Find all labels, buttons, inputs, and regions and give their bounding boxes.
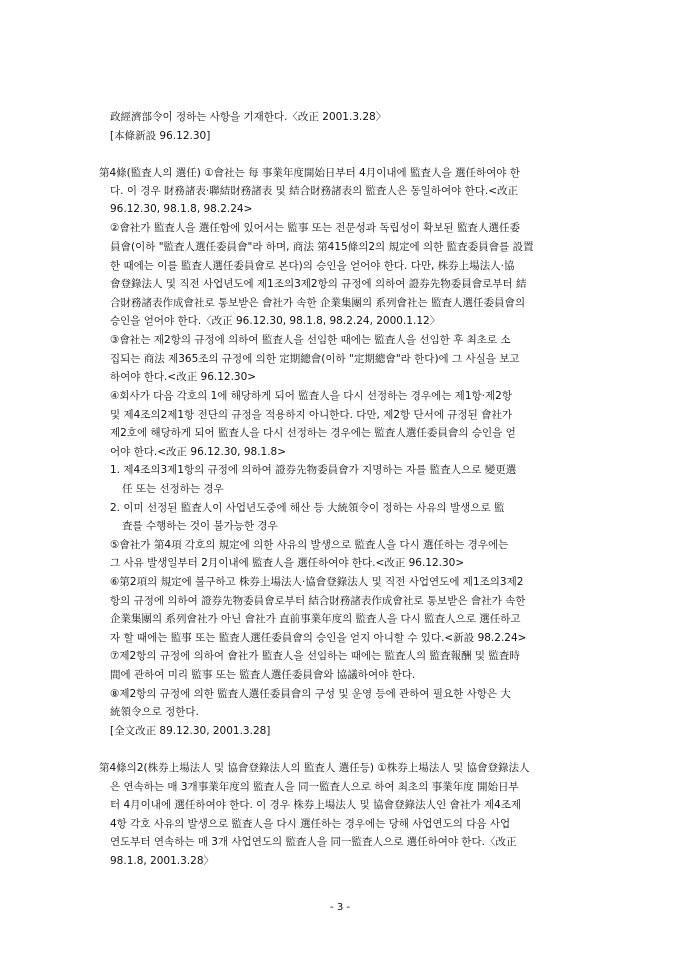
text-line: 하여야 한다.<改正 96.12.30>	[110, 371, 257, 383]
text-line: 터 4月이내에 選任하여야 한다. 이 경우 株券上場法人 및 協會登錄法人인 會社가 제4조제	[110, 799, 522, 811]
article-heading-line: 第4條의2(株券上場法人 및 協會登錄法人의 監査人 選任등) ①株券上場法人 및 協會登錄法人	[99, 762, 530, 774]
text-line: ⑧제2항의 규정에 의한 監査人選任委員會의 구성 및 운영 등에 관하여 필요한 사항은 大	[110, 688, 511, 700]
text-line: 어야 한다.<改正 96.12.30, 98.1.8>	[110, 446, 287, 458]
text-line: [全文改正 89.12.30, 2001.3.28]	[110, 725, 271, 737]
text-line: 및 제4조의2제1항 전단의 규정을 적용하지 아니한다. 다만, 제2항 단서에 규정된 會社가	[110, 409, 513, 421]
text-line: ③會社는 제2항의 규정에 의하여 監査人을 선임한 때에는 監査人을 선임한 후 최초로 소	[110, 334, 511, 346]
text-line: 은 연속하는 매 3개事業年度의 監査人을 同一監査人으로 하여 최초의 事業年度 開始日부	[110, 781, 519, 793]
text-line: 98.1.8, 2001.3.28〉	[110, 855, 215, 867]
text-line: 間에 관하여 미리 監事 또는 監査人選任委員會와 協議하여야 한다.	[110, 669, 416, 681]
text-line: 그 사유 발생일부터 2月이내에 監査人을 選任하여야 한다.<改正 96.12.30>	[110, 557, 465, 569]
text-line: [本條新設 96.12.30]	[110, 130, 211, 142]
text-line: 제2호에 해당하게 되어 監査人을 다시 선정하는 경우에는 監査人選任委員會의 승인을 얻	[110, 427, 516, 439]
text-line: 企業集團의 系列會社가 아닌 會社가 直前事業年度의 監査人을 다시 監査人으로 選任하고	[110, 613, 521, 625]
text-line: 員會(이하 "監査人選任委員會"라 하며, 商法 第415條의2의 規定에 의한 監査委員會를 設置	[110, 241, 534, 253]
list-item-line: 任 또는 선정하는 경우	[122, 483, 224, 495]
page-number: - 3 -	[330, 902, 350, 913]
text-line: ②會社가 監査人을 選任함에 있어서는 監事 또는 전문성과 독립성이 확보된 監査人選任委	[110, 222, 520, 234]
text-line: 항의 규정에 의하여 證券先物委員會로부터 結合財務諸表作成會社로 통보받은 會社가 속한	[110, 595, 526, 607]
text-line: 한 때에는 이를 監査人選任委員會로 본다)의 승인을 얻어야 한다. 다만, 株券上場法人·協	[110, 260, 515, 272]
text-line: 政經濟部令이 정하는 사항을 기재한다.〈改正 2001.3.28〉	[110, 111, 387, 123]
text-line: 집되는 商法 제365조의 규정에 의한 定期總會(이하 "定期總會"라 한다)에 그 사실을 보고	[110, 353, 520, 365]
article-heading-line: 第4條(監査人의 選任) ①會社는 每 事業年度開始日부터 4月이내에 監査人을 選任하여야 한	[99, 167, 520, 179]
text-line: 자 할 때에는 監事 또는 監査人選任委員會의 승인을 얻지 아니할 수 있다.<新設 98.2.24>	[110, 632, 527, 644]
text-line: 會登錄法人 및 직전 사업년도에 제1조의3제2항의 규정에 의하여 證券先物委員會로부터 結	[110, 278, 527, 290]
list-item-line: 2. 이미 선정된 監査人이 사업년도중에 해산 등 大統領令이 정하는 사유의 발생으로 監	[110, 502, 505, 514]
text-line: 合財務諸表作成會社로 통보받은 會社가 속한 企業集團의 系列會社는 監査人選任委員會의	[110, 297, 526, 309]
list-item-line: 1. 제4조의3제1항의 규정에 의하여 證券先物委員會가 지명하는 자를 監査人으로 變更選	[110, 464, 517, 476]
text-line: 연도부터 연속하는 매 3개 사업연도의 監査人을 同一監査人으로 選任하여야 한다.〈改正	[110, 836, 517, 848]
text-line: ⑥第2項의 規定에 불구하고 株券上場法人·協會登錄法人 및 직전 사업연도에 제1조의3제2	[110, 576, 524, 588]
text-line: 4항 각호 사유의 발생으로 監査人을 다시 選任하는 경우에는 당해 사업연도의 다음 사업	[110, 818, 511, 830]
text-line: 96.12.30, 98.1.8, 98.2.24>	[110, 203, 253, 215]
text-line: 다. 이 경우 財務諸表·聯結財務諸表 및 結合財務諸表의 監査人은 동일하여야 한다.<改正	[110, 185, 519, 197]
text-line: 승인을 얻어야 한다.〈改正 96.12.30, 98.1.8, 98.2.24, 2000.1.12〉	[110, 315, 441, 327]
text-line: ⑤會社가 第4項 각호의 規定에 의한 사유의 발생으로 監査人을 다시 選任하는 경우에는	[110, 539, 509, 551]
text-line: 統領令으로 정한다.	[110, 706, 199, 718]
text-line: ⑦제2항의 규정에 의하여 會社가 監査人을 선임하는 때에는 監査人의 監査報酬 및 監査時	[110, 650, 520, 662]
list-item-line: 査를 수행하는 것이 불가능한 경우	[122, 520, 278, 532]
text-line: ④회사가 다음 각호의 1에 해당하게 되어 監査人을 다시 선정하는 경우에는 제1항·제2항	[110, 390, 512, 402]
